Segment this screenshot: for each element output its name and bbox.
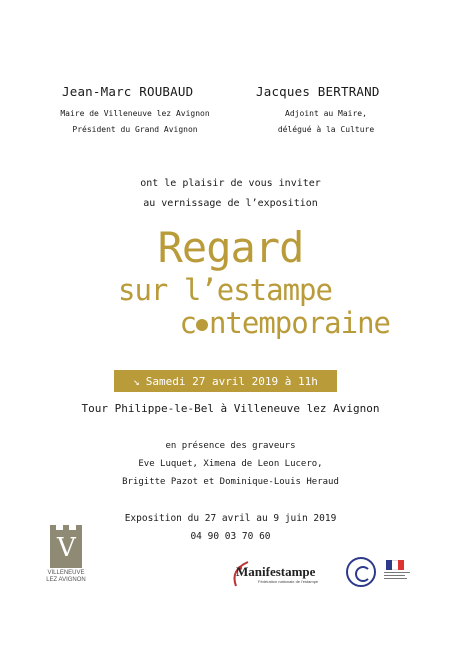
title-o-dot (196, 319, 208, 331)
title-line-3: c ntemporaine (179, 306, 390, 340)
manifestampe-subtitle: Fédération nationale de l'estampe (258, 579, 319, 584)
host-1-role: Maire de Villeneuve lez Avignon Président du Grand Avignon (60, 109, 210, 134)
host-2-role: Adjoint au Maire, délégué à la Culture (277, 109, 375, 134)
arrow-down-right-icon: ↘ (133, 374, 140, 388)
ministry-logo-text-icon (384, 572, 410, 584)
host-2-name: Jacques BERTRAND (256, 84, 380, 99)
venue: Tour Philippe-le-Bel à Villeneuve lez Avignon (81, 402, 380, 415)
villeneuve-logo-icon: V (50, 530, 82, 568)
artists: en présence des graveurs Eve Luquet, Ximena de Leon Lucero, Brigitte Pazot et Dominique-Louis Heraud (122, 441, 339, 487)
villeneuve-logo-text: VILLENEUVE LEZ AVIGNON (46, 570, 86, 583)
french-flag-icon (386, 560, 404, 570)
host-1-name: Jean-Marc ROUBAUD (62, 84, 194, 99)
invitation-intro: ont le plaisir de vous inviter au vernissage de l’exposition (140, 178, 321, 209)
title-line-2: sur l’estampe (118, 273, 332, 307)
date-banner: ↘ Samedi 27 avril 2019 à 11h (114, 370, 337, 392)
seal-logo-icon (346, 557, 376, 587)
title-line-1: Regard (157, 223, 304, 272)
exhibition-info: Exposition du 27 avril au 9 juin 2019 04 90 03 70 60 (124, 513, 337, 542)
manifestampe-logo: Manifestampe (236, 564, 316, 579)
